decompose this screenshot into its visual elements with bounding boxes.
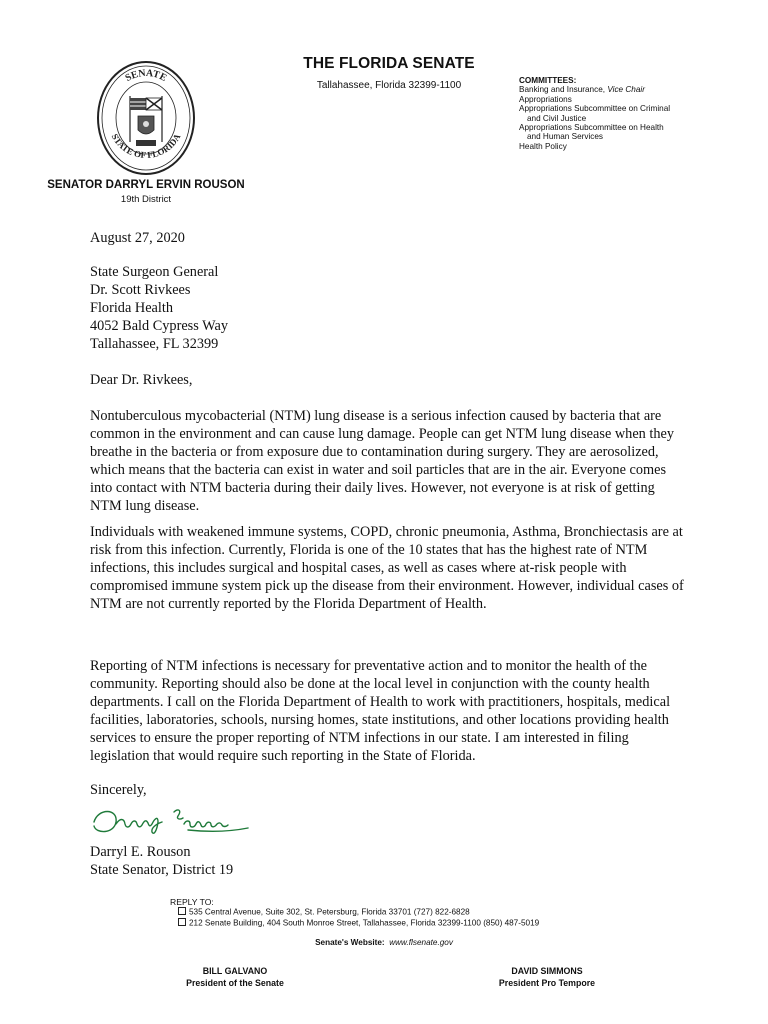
closing: Sincerely,	[90, 782, 147, 798]
reply-to-label: REPLY TO:	[170, 897, 214, 907]
committee-item: Appropriations Subcommittee on Criminal	[519, 104, 671, 114]
florida-senate-seal-icon	[96, 58, 196, 178]
committee-item: Health Policy	[519, 141, 567, 151]
checkbox-icon	[178, 907, 186, 915]
recipient-line: Tallahassee, FL 32399	[90, 336, 219, 352]
senator-name: SENATOR DARRYL ERVIN ROUSON	[47, 179, 245, 191]
president-pro-tempore-name: DAVID SIMMONS	[511, 966, 583, 976]
recipient-line: Dr. Scott Rivkees	[90, 282, 191, 298]
signer-title: State Senator, District 19	[90, 862, 234, 878]
committee-item: Appropriations Subcommittee on Health	[519, 123, 664, 133]
senate-president-title: President of the Senate	[186, 978, 284, 988]
committee-item	[519, 85, 759, 94]
reply-address-line	[178, 918, 539, 929]
website-link[interactable]: www.flsenate.gov	[389, 938, 453, 947]
letter-date: August 27, 2020	[90, 230, 185, 246]
body-paragraph-1: Nontuberculous mycobacterial (NTM) lung disease is a serious infection caused by bacteria that are common in the environment and can cause lung damage. People can get NTM lung disease when they breathe in the bacteria or from exposure due to contamination during surgery. They are aerosolized, which means that the bacteria can exist in water and soil particles that are in the air. Everyone comes into contact with NTM bacteria during their daily lives. However, not everyone is at risk of getting NTM lung disease.	[90, 408, 675, 514]
reply-addresses	[178, 907, 539, 929]
signer-name: Darryl E. Rouson	[90, 844, 191, 860]
senator-district: 19th District	[120, 194, 172, 205]
committees-list	[519, 76, 759, 151]
senate-website	[0, 938, 768, 947]
salutation: Dear Dr. Rivkees,	[90, 372, 193, 388]
committees-heading: COMMITTEES:	[519, 76, 577, 85]
committee-item-continued: and Human Services	[527, 132, 603, 142]
senate-title: THE FLORIDA SENATE	[303, 55, 475, 72]
committee-item-continued: and Civil Justice	[527, 113, 587, 123]
reply-address-text: 212 Senate Building, 404 South Monroe Street, Tallahassee, Florida 32399-1100 (850) 487-5019	[189, 918, 540, 928]
recipient-line: State Surgeon General	[90, 264, 219, 280]
handwritten-signature	[88, 800, 258, 842]
svg-text:SENATE: SENATE	[123, 67, 169, 85]
president-pro-tempore-title: President Pro Tempore	[498, 978, 596, 988]
committee-item: Appropriations	[519, 94, 572, 104]
recipient-line: 4052 Bald Cypress Way	[90, 318, 228, 334]
signer-block	[90, 843, 690, 879]
senate-president-name: BILL GALVANO	[202, 966, 268, 976]
committee-role: Vice Chair	[607, 85, 645, 95]
committee-name: Banking and Insurance,	[519, 85, 608, 95]
website-label: Senate's Website:	[315, 938, 385, 947]
svg-text:STATE OF FLORIDA: STATE OF FLORIDA	[109, 131, 183, 161]
recipient-line: Florida Health	[90, 300, 173, 316]
recipient-address	[90, 263, 690, 353]
reply-address-line	[178, 907, 539, 918]
senate-address: Tallahassee, Florida 32399-1100	[316, 80, 462, 91]
body-paragraph-3: Reporting of NTM infections is necessary for preventative action and to monitor the health of the community. Reporting should also be done at the local level in conjunction with the county health departments. I call on the Florida Department of Health to work with practitioners, hospitals, medical facilities, laboratories, schools, nursing homes, state institutions, and other locations providing health services to ensure the proper reporting of NTM infections in our state. I am interested in filing legislation that would require such reporting in the State of Florida.	[90, 658, 671, 764]
reply-address-text: 535 Central Avenue, Suite 302, St. Petersburg, Florida 33701 (727) 822-6828	[189, 907, 470, 917]
checkbox-icon	[178, 918, 186, 926]
body-paragraph-2: Individuals with weakened immune systems, COPD, chronic pneumonia, Asthma, Bronchiectasis are at risk from this infection. Currently, Florida is one of the 10 states that has the highest rate of NTM infections, this includes surgical and hospital cases, as well as cases where at-risk people with compromised immune system pick up the disease from their environment. However, individual cases of NTM are not currently reported by the Florida Department of Health.	[90, 524, 684, 612]
